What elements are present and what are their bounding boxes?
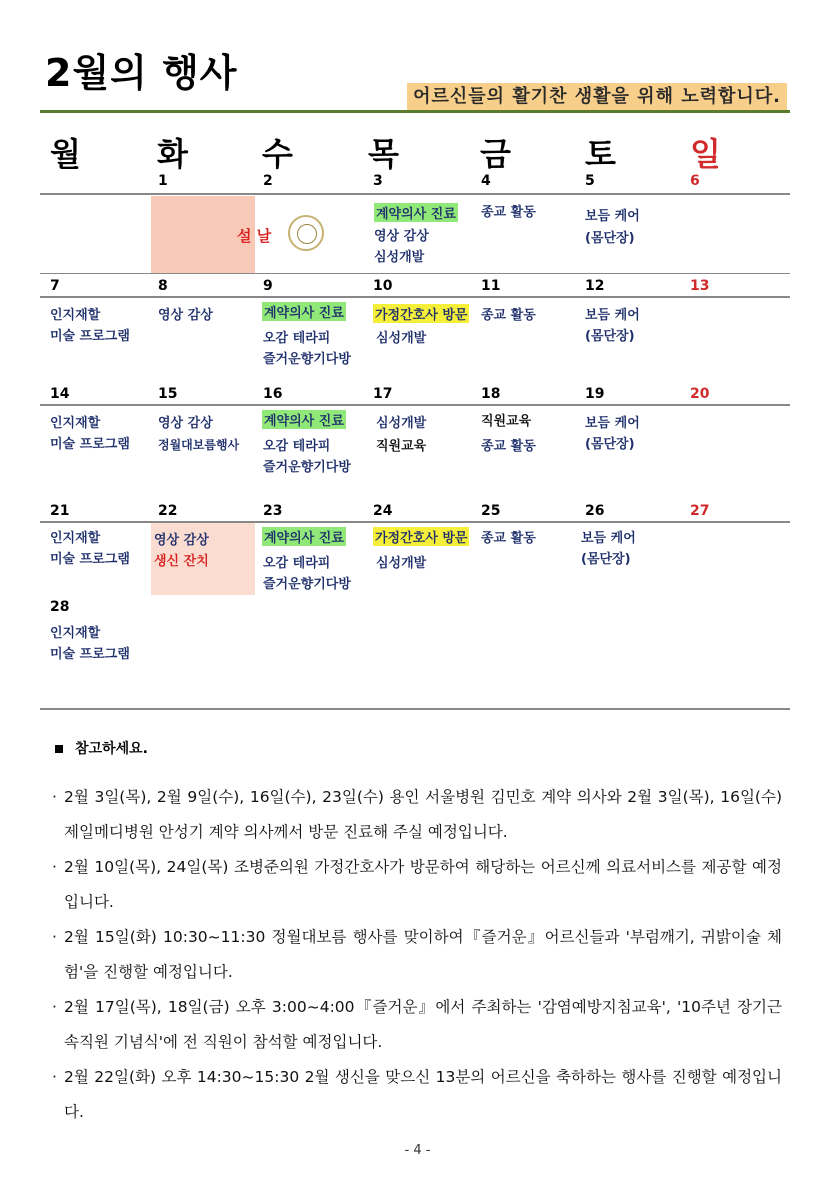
slogan-banner: 어르신들의 활기찬 생활을 위해 노력합니다. xyxy=(407,83,787,110)
weekday-sun: 일 xyxy=(690,135,721,173)
event: 보듬 케어 xyxy=(585,308,640,323)
week-row xyxy=(40,595,790,695)
week-row xyxy=(40,382,790,499)
day-number: 15 xyxy=(158,386,178,402)
bullet: · xyxy=(52,998,57,1016)
weekday-mon: 월 xyxy=(50,135,81,173)
event: 인지재할 xyxy=(50,626,101,641)
event: 정월대보름행사 xyxy=(158,438,240,452)
weekday-header xyxy=(40,113,790,173)
day-number-sunday: 27 xyxy=(690,503,710,519)
event: 계약의사 진료 xyxy=(374,203,458,222)
day-number-sunday: 20 xyxy=(690,386,710,402)
note-item xyxy=(52,780,782,850)
event: 미술 프로그램 xyxy=(50,552,130,567)
week-divider xyxy=(40,193,790,195)
day-number: 12 xyxy=(585,278,605,294)
event: 가정간호사 방문 xyxy=(373,527,469,546)
notes-heading xyxy=(55,738,148,758)
note-item xyxy=(52,990,782,1060)
event: 인지재할 xyxy=(50,308,101,323)
event: 보듬 케어 xyxy=(581,531,636,546)
day-number: 18 xyxy=(481,386,501,402)
event: (몸단장) xyxy=(585,437,635,452)
day-number: 19 xyxy=(585,386,605,402)
day-number: 17 xyxy=(373,386,393,402)
weekday-sat: 토 xyxy=(585,135,616,173)
event: 직원교육 xyxy=(481,414,532,429)
week-divider xyxy=(40,296,790,298)
bullet: · xyxy=(52,788,57,806)
event: 오감 테라피 xyxy=(263,556,331,571)
event: 미술 프로그램 xyxy=(50,647,130,662)
event: 영상 감상 xyxy=(154,533,209,548)
day-number: 23 xyxy=(263,503,283,519)
event: 가정간호사 방문 xyxy=(373,304,469,323)
event: 종교 활동 xyxy=(481,308,536,323)
event: 계약의사 진료 xyxy=(262,527,346,546)
note-text: 2월 3일(목), 2월 9일(수), 16일(수), 23일(수) 용인 서울병원 김민호 계약 의사와 2월 3일(목), 16일(수)제일메디병원 안성기 계약 의사께서 방문 진료해 주실 예정입니다. xyxy=(64,788,782,841)
event: 심성개발 xyxy=(376,416,427,431)
day-number: 10 xyxy=(373,278,393,294)
event: 보듬 케어 xyxy=(585,416,640,431)
event: 미술 프로그램 xyxy=(50,329,130,344)
note-item xyxy=(52,1060,782,1130)
event: 영상 감상 xyxy=(158,308,213,323)
day-number: 28 xyxy=(50,599,70,615)
event: 종교 활동 xyxy=(481,439,536,454)
square-bullet-icon xyxy=(55,745,63,753)
page-title: 2월의 행사 xyxy=(45,51,238,95)
notes-heading-text: 참고하세요. xyxy=(75,741,148,757)
day-number: 21 xyxy=(50,503,70,519)
week-row xyxy=(40,499,790,595)
week-divider xyxy=(40,404,790,406)
event: 심성개발 xyxy=(376,331,427,346)
event: 보듬 케어 xyxy=(585,209,640,224)
day-number: 24 xyxy=(373,503,393,519)
event: 생신 잔치 xyxy=(154,554,209,569)
event: 인지재할 xyxy=(50,416,101,431)
day-number: 5 xyxy=(585,173,595,189)
calendar xyxy=(40,113,790,695)
page-number: - 4 - xyxy=(404,1143,431,1158)
day-number: 26 xyxy=(585,503,605,519)
day-number-sunday: 13 xyxy=(690,278,710,294)
bullet: · xyxy=(52,858,57,876)
day-number: 4 xyxy=(481,173,491,189)
event: 종교 활동 xyxy=(481,531,536,546)
event: 계약의사 진료 xyxy=(262,410,346,429)
bullet: · xyxy=(52,1068,57,1086)
event: (몸단장) xyxy=(585,231,635,246)
note-text: 2월 17일(목), 18일(금) 오후 3:00~4:00『즐거운』에서 주최하는 '감염예방지침교육', '10주년 장기근속직원 기념식'에 전 직원이 참석할 예정입니다. xyxy=(64,998,782,1051)
event: 오감 테라피 xyxy=(263,331,331,346)
event: 영상 감상 xyxy=(158,416,213,431)
event: 직원교육 xyxy=(376,439,427,454)
note-item xyxy=(52,920,782,990)
event: 심성개발 xyxy=(374,250,425,265)
event: 계약의사 진료 xyxy=(262,302,346,321)
day-number: 2 xyxy=(263,173,273,189)
week-row xyxy=(40,169,790,274)
event: 심성개발 xyxy=(376,556,427,571)
weekday-wed: 수 xyxy=(262,135,293,173)
weekday-tue: 화 xyxy=(157,135,188,173)
event: (몸단장) xyxy=(581,552,631,567)
day-number: 7 xyxy=(50,278,60,294)
day-number: 11 xyxy=(481,278,501,294)
event: 즐거운향기다방 xyxy=(263,577,351,592)
event: 오감 테라피 xyxy=(263,439,331,454)
bullet: · xyxy=(52,928,57,946)
week-divider xyxy=(40,521,790,523)
holiday-label: 설 날 xyxy=(237,227,272,245)
day-number: 14 xyxy=(50,386,70,402)
event: 즐거운향기다방 xyxy=(263,352,351,367)
week-row xyxy=(40,274,790,382)
day-number: 22 xyxy=(158,503,178,519)
note-text: 2월 10일(목), 24일(목) 조병준의원 가정간호사가 방문하여 해당하는 어르신께 의료서비스를 제공할 예정입니다. xyxy=(64,858,782,911)
day-number: 16 xyxy=(263,386,283,402)
day-number: 25 xyxy=(481,503,501,519)
seal-icon xyxy=(288,215,324,251)
note-text: 2월 15일(화) 10:30~11:30 정월대보름 행사를 맞이하여『즐거운』어르신들과 '부럼깨기, 귀밝이술 체험'을 진행할 예정입니다. xyxy=(64,928,782,981)
weekday-thu: 목 xyxy=(368,135,399,173)
event: 인지재할 xyxy=(50,531,101,546)
event: 종교 활동 xyxy=(481,205,536,220)
day-number: 1 xyxy=(158,173,168,189)
note-text: 2월 22일(화) 오후 14:30~15:30 2월 생신을 맞으신 13분의 어르신을 축하하는 행사를 진행할 예정입니다. xyxy=(64,1068,782,1121)
event: (몸단장) xyxy=(585,329,635,344)
weekday-fri: 금 xyxy=(480,135,511,173)
day-number: 3 xyxy=(373,173,383,189)
event: 즐거운향기다방 xyxy=(263,460,351,475)
note-item xyxy=(52,850,782,920)
day-number: 9 xyxy=(263,278,273,294)
day-number-sunday: 6 xyxy=(690,173,700,189)
event: 미술 프로그램 xyxy=(50,437,130,452)
day-number: 8 xyxy=(158,278,168,294)
calendar-bottom-rule xyxy=(40,708,790,710)
event: 영상 감상 xyxy=(374,229,429,244)
